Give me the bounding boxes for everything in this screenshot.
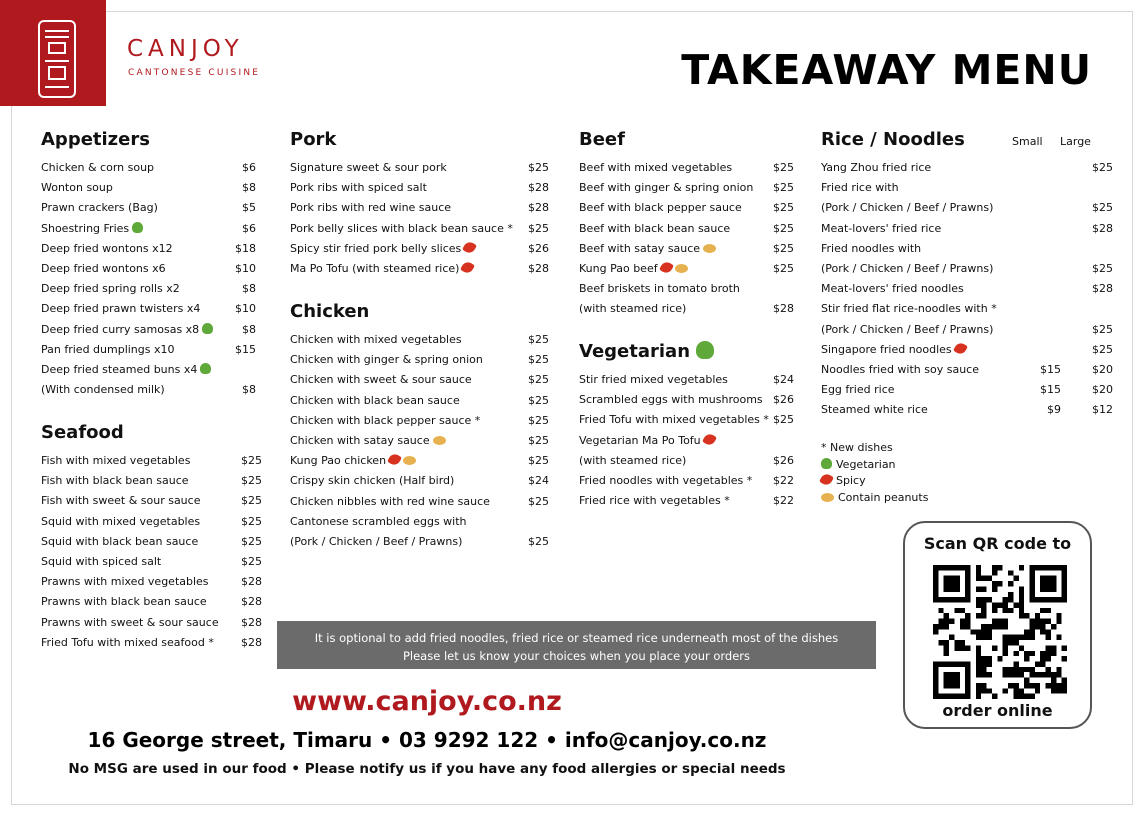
menu-item — [579, 239, 794, 259]
item-name: Beef with mixed vegetables — [579, 161, 733, 174]
legend-peanuts: Contain peanuts — [821, 490, 928, 507]
item-price: $10 — [235, 261, 256, 275]
item-price: $25 — [528, 413, 549, 427]
pork-section — [290, 128, 549, 279]
item-name: Meat-lovers' fried rice — [821, 221, 942, 235]
qr-card[interactable] — [903, 521, 1092, 729]
item-price: $28 — [528, 261, 549, 275]
item-price: $25 — [241, 454, 262, 467]
menu-item — [290, 158, 549, 178]
item-price-small — [1011, 198, 1061, 218]
section-title: Appetizers — [41, 129, 150, 150]
item-price: $28 — [528, 181, 549, 195]
item-price: $15 — [235, 342, 256, 356]
item-name: (with steamed rice) — [579, 302, 687, 316]
item-price-small — [1011, 239, 1061, 259]
chili-icon — [462, 240, 477, 255]
item-price: $25 — [773, 241, 794, 255]
item-price: $5 — [242, 201, 256, 215]
item-price: $8 — [242, 322, 256, 336]
legend-new: * New dishes — [821, 441, 893, 454]
item-price: $25 — [773, 161, 794, 174]
menu-item — [290, 198, 549, 218]
item-name: Squid with black bean sauce — [41, 534, 199, 548]
item-price: $26 — [773, 453, 794, 467]
item-name: Fried rice with vegetables * — [579, 494, 730, 508]
section-title: Rice / Noodles — [821, 129, 965, 150]
menu-item — [290, 330, 549, 350]
seafood-section — [41, 421, 262, 653]
menu-item — [821, 198, 1116, 218]
menu-item — [41, 451, 262, 471]
item-name: Vegetarian Ma Po Tofu — [579, 431, 715, 451]
item-price-small — [1011, 259, 1061, 279]
legend — [821, 440, 928, 507]
menu-item — [821, 340, 1116, 360]
menu-item — [41, 592, 262, 612]
item-price-small: $15 — [1040, 362, 1061, 376]
item-price: $22 — [773, 473, 794, 487]
item-price: $26 — [773, 393, 794, 407]
item-name: Deep fried spring rolls x2 — [41, 282, 180, 296]
item-price-small: $9 — [1047, 403, 1061, 417]
item-price: $10 — [235, 302, 256, 316]
menu-item — [41, 299, 256, 319]
item-price-large: $20 — [1092, 362, 1113, 376]
menu-item — [579, 471, 794, 491]
menu-item — [821, 320, 1116, 340]
vegetarian-icon — [821, 458, 832, 469]
item-price: $25 — [773, 261, 794, 275]
brand-subtitle: CANTONESE CUISINE — [128, 68, 261, 78]
item-name: Prawn crackers (Bag) — [41, 201, 158, 215]
note-line-2: Please let us know your choices when you place your orders — [402, 649, 751, 663]
item-name: Fried noodles with vegetables * — [579, 473, 753, 487]
chili-icon — [819, 472, 834, 487]
menu-item — [821, 380, 1116, 400]
note-box — [277, 621, 876, 669]
menu-item — [579, 158, 794, 178]
menu-item — [290, 492, 549, 512]
peanut-icon — [403, 456, 416, 465]
chili-icon — [659, 260, 674, 275]
section-title: Vegetarian — [579, 340, 794, 364]
item-name: Chicken nibbles with red wine sauce — [290, 494, 490, 508]
item-price: $25 — [241, 554, 262, 568]
note-line-1: It is optional to add fried noodles, fried rice or steamed rice underneath most of the dishes — [314, 631, 839, 645]
menu-item — [41, 279, 256, 299]
item-price: $25 — [241, 474, 262, 488]
item-price: $28 — [241, 615, 262, 629]
item-name: Ma Po Tofu (with steamed rice) — [290, 259, 473, 279]
menu-item — [41, 471, 262, 491]
menu-item — [41, 239, 256, 259]
item-price-large: $25 — [1092, 322, 1113, 336]
menu-item — [41, 633, 262, 653]
item-name: Deep fried steamed buns x4 — [41, 360, 211, 380]
peanut-icon — [821, 493, 834, 502]
website-link[interactable]: www.canjoy.co.nz — [292, 686, 562, 717]
chili-icon — [702, 432, 717, 447]
menu-item — [821, 400, 1116, 420]
large-size-header: Large — [1060, 135, 1091, 148]
item-price: $25 — [773, 181, 794, 195]
menu-item — [290, 512, 549, 532]
item-name: Deep fried wontons x6 — [41, 261, 166, 275]
item-price: $25 — [241, 514, 262, 528]
menu-item — [41, 178, 256, 198]
item-price: $25 — [773, 201, 794, 215]
qr-bottom-text: order online — [942, 701, 1053, 720]
item-name: Meat-lovers' fried noodles — [821, 282, 964, 296]
item-price-large — [1061, 178, 1113, 198]
chili-icon — [953, 341, 968, 356]
vegetarian-section — [579, 340, 794, 511]
item-name: Chicken with satay sauce — [290, 431, 446, 451]
item-name: Deep fried wontons x12 — [41, 241, 173, 255]
menu-item — [821, 299, 1116, 319]
item-name: Steamed white rice — [821, 403, 928, 417]
item-name: Prawns with sweet & sour sauce — [41, 615, 219, 629]
item-price: $28 — [241, 635, 262, 649]
item-name: Singapore fried noodles — [821, 340, 1011, 360]
menu-item — [579, 431, 794, 451]
item-name: (with steamed rice) — [579, 453, 687, 467]
menu-item — [290, 178, 549, 198]
item-name: Wonton soup — [41, 181, 113, 195]
item-price-large: $20 — [1092, 383, 1113, 397]
item-price-small — [1011, 340, 1061, 360]
menu-item — [579, 370, 794, 390]
menu-item — [579, 410, 794, 430]
menu-item — [821, 239, 1116, 259]
menu-item — [579, 178, 794, 198]
item-name: Fish with black bean sauce — [41, 474, 189, 488]
menu-item — [41, 219, 256, 239]
menu-item — [290, 391, 549, 411]
item-name: Deep fried curry samosas x8 — [41, 320, 213, 340]
item-price: $25 — [773, 413, 794, 427]
item-price: $28 — [773, 302, 794, 316]
item-price: $22 — [773, 494, 794, 508]
item-price: $25 — [241, 534, 262, 548]
peanut-icon — [703, 244, 716, 253]
item-price-large — [1061, 239, 1113, 259]
vegetarian-icon — [696, 341, 714, 359]
chili-icon — [387, 452, 402, 467]
menu-item — [41, 198, 256, 218]
appetizers-section — [41, 128, 256, 400]
item-name: Yang Zhou fried rice — [821, 161, 932, 174]
item-price-large: $25 — [1092, 161, 1113, 174]
item-price-small — [1011, 158, 1061, 178]
item-price: $24 — [528, 474, 549, 488]
vegetarian-icon — [202, 323, 213, 334]
item-price: $28 — [528, 201, 549, 215]
menu-item — [821, 279, 1116, 299]
menu-item — [579, 299, 794, 319]
vegetarian-icon — [200, 363, 211, 374]
item-name: Egg fried rice — [821, 383, 895, 397]
qr-top-text: Scan QR code to — [923, 534, 1072, 553]
item-name: Kung Pao beef — [579, 259, 688, 279]
section-title: Chicken — [290, 301, 370, 322]
menu-item — [41, 340, 256, 360]
menu-item — [290, 239, 549, 259]
chili-icon — [460, 260, 475, 275]
section-title: Pork — [290, 129, 337, 150]
allergy-notice: No MSG are used in our food • Please notify us if you have any food allergies or special needs — [68, 761, 786, 777]
menu-item — [290, 532, 549, 552]
item-name: Fried rice with — [821, 181, 899, 195]
menu-item — [41, 552, 262, 572]
item-name: Squid with spiced salt — [41, 554, 162, 568]
item-name: Fried Tofu with mixed vegetables * — [579, 413, 769, 427]
item-name: Beef with ginger & spring onion — [579, 181, 754, 195]
item-name: Kung Pao chicken — [290, 451, 416, 471]
item-name: Chicken with black bean sauce — [290, 393, 460, 407]
item-price: $25 — [528, 161, 549, 174]
item-price-small — [1011, 178, 1061, 198]
item-name: (Pork / Chicken / Beef / Prawns) — [821, 322, 994, 336]
menu-item — [290, 411, 549, 431]
item-price-small — [1011, 279, 1061, 299]
item-price: $28 — [241, 595, 262, 609]
item-price: $25 — [241, 494, 262, 508]
item-name: Fish with mixed vegetables — [41, 454, 191, 467]
item-name: Prawns with mixed vegetables — [41, 575, 209, 589]
item-price-large: $28 — [1092, 221, 1113, 235]
item-name: Pork belly slices with black bean sauce * — [290, 221, 513, 235]
peanut-icon — [433, 436, 446, 445]
item-price: $18 — [235, 241, 256, 255]
menu-item — [290, 370, 549, 390]
item-price: $25 — [528, 454, 549, 468]
item-price: $25 — [528, 353, 549, 367]
menu-item — [41, 512, 262, 532]
item-name: Crispy skin chicken (Half bird) — [290, 474, 455, 488]
item-name: Chicken with black pepper sauce * — [290, 413, 481, 427]
legend-spicy: Spicy — [821, 473, 928, 490]
item-name: Fried Tofu with mixed seafood * — [41, 635, 214, 649]
item-price-large: $25 — [1092, 342, 1113, 356]
item-name: Pork ribs with red wine sauce — [290, 201, 452, 215]
menu-item — [579, 451, 794, 471]
menu-item — [41, 572, 262, 592]
item-price: $25 — [773, 221, 794, 235]
item-name: Fried noodles with — [821, 241, 922, 255]
menu-item — [41, 380, 256, 400]
item-price: $25 — [528, 433, 549, 447]
item-price: $28 — [241, 575, 262, 589]
item-name: (Pork / Chicken / Beef / Prawns) — [290, 534, 463, 548]
item-name: Stir fried flat rice-noodles with * — [821, 302, 997, 316]
item-name: Scrambled eggs with mushrooms — [579, 393, 763, 407]
menu-item — [41, 158, 256, 178]
item-name: Stir fried mixed vegetables — [579, 373, 728, 386]
item-price: $25 — [528, 373, 549, 387]
item-name: Beef with satay sauce — [579, 239, 716, 259]
item-name: Pork ribs with spiced salt — [290, 181, 427, 195]
menu-title: TAKEAWAY MENU — [681, 46, 1092, 94]
item-name: Cantonese scrambled eggs with — [290, 514, 467, 528]
item-name: (Pork / Chicken / Beef / Prawns) — [821, 261, 994, 275]
item-price-small: $15 — [1040, 383, 1061, 397]
item-price: $24 — [773, 373, 794, 386]
item-name: Fish with sweet & sour sauce — [41, 494, 201, 508]
item-price-large: $12 — [1092, 403, 1113, 417]
item-price-small — [1011, 299, 1061, 319]
menu-item — [41, 360, 256, 380]
item-name: Prawns with black bean sauce — [41, 595, 207, 609]
item-price-small — [1011, 320, 1061, 340]
item-price-small — [1011, 219, 1061, 239]
item-price: $25 — [528, 333, 549, 346]
menu-item — [290, 219, 549, 239]
small-size-header: Small — [1012, 135, 1043, 148]
menu-item — [821, 178, 1116, 198]
menu-item — [821, 259, 1116, 279]
beef-section — [579, 128, 794, 320]
chicken-section — [290, 300, 549, 552]
menu-item — [821, 360, 1116, 380]
menu-item — [579, 198, 794, 218]
item-name: Beef with black pepper sauce — [579, 201, 742, 215]
menu-item — [41, 259, 256, 279]
qr-code-icon[interactable] — [933, 565, 1067, 699]
brand-name: CANJOY — [127, 36, 244, 62]
item-name: Deep fried prawn twisters x4 — [41, 302, 201, 316]
item-price: $25 — [528, 393, 549, 407]
item-name: Pan fried dumplings x10 — [41, 342, 175, 356]
item-price: $8 — [242, 282, 256, 296]
item-name: (Pork / Chicken / Beef / Prawns) — [821, 201, 994, 215]
section-title: Seafood — [41, 422, 124, 443]
peanut-icon — [675, 264, 688, 273]
menu-item — [579, 279, 794, 299]
item-price: $25 — [528, 221, 549, 235]
item-name: Chicken with ginger & spring onion — [290, 353, 483, 367]
item-price: $25 — [528, 494, 549, 508]
item-name: Shoestring Fries — [41, 219, 143, 239]
menu-item — [290, 431, 549, 451]
item-name: Beef with black bean sauce — [579, 221, 731, 235]
menu-item — [41, 320, 256, 340]
item-name: (With condensed milk) — [41, 383, 165, 397]
item-price: $8 — [242, 181, 256, 195]
menu-item — [290, 471, 549, 491]
menu-item — [41, 491, 262, 511]
item-name: Chicken with mixed vegetables — [290, 333, 462, 346]
logo-seal-icon — [38, 20, 76, 98]
menu-item — [290, 350, 549, 370]
vegetarian-icon — [132, 222, 143, 233]
item-price: $6 — [242, 161, 256, 174]
item-price-large: $25 — [1092, 261, 1113, 275]
menu-item — [579, 390, 794, 410]
item-name: Beef briskets in tomato broth — [579, 282, 740, 296]
menu-item — [579, 491, 794, 511]
item-price: $8 — [242, 383, 256, 397]
menu-item — [579, 259, 794, 279]
menu-item — [290, 451, 549, 471]
item-name: Signature sweet & sour pork — [290, 161, 447, 174]
contact-address: 16 George street, Timaru • 03 9292 122 • info@canjoy.co.nz — [87, 728, 767, 752]
menu-item — [41, 532, 262, 552]
rice-noodles-section — [821, 128, 1116, 420]
item-name: Spicy stir fried pork belly slices — [290, 239, 475, 259]
legend-vegetarian: Vegetarian — [821, 457, 928, 474]
item-price: $25 — [528, 534, 549, 548]
menu-item — [579, 219, 794, 239]
logo — [0, 0, 106, 106]
item-price: $6 — [242, 221, 256, 235]
item-name: Chicken & corn soup — [41, 161, 155, 174]
menu-item — [821, 158, 1116, 178]
item-name: Squid with mixed vegetables — [41, 514, 201, 528]
menu-item — [821, 219, 1116, 239]
menu-item — [290, 259, 549, 279]
item-price-large — [1061, 299, 1113, 319]
item-name: Chicken with sweet & sour sauce — [290, 373, 472, 387]
item-name: Noodles fried with soy sauce — [821, 362, 979, 376]
section-title: Beef — [579, 129, 625, 150]
menu-item — [41, 613, 262, 633]
item-price-large: $28 — [1092, 282, 1113, 296]
item-price-large: $25 — [1092, 201, 1113, 215]
item-price: $26 — [528, 241, 549, 255]
